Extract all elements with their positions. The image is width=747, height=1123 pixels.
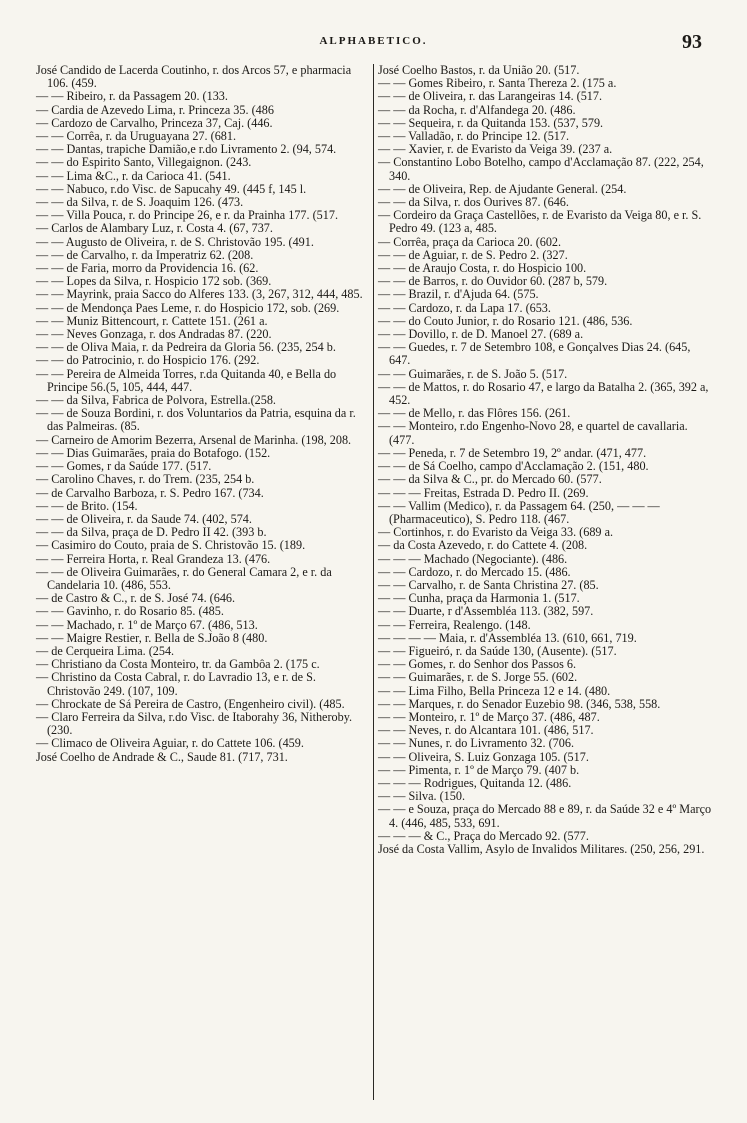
directory-entry: — — Gomes, r. do Senhor dos Passos 6. <box>378 657 577 672</box>
directory-entry: — Constantino Lobo Botelho, campo d'Acclamação 87. (222, 254, 340. <box>378 155 707 183</box>
directory-entry: — — Gomes, r da Saúde 177. (517. <box>36 459 212 474</box>
directory-entry: — — Lima &C., r. da Carioca 41. (541. <box>36 168 231 183</box>
directory-entry: — — de Mello, r. das Flôres 156. (261. <box>378 406 571 421</box>
directory-entry: — — Oliveira, S. Luiz Gonzaga 105. (517. <box>378 749 589 764</box>
directory-entry: — — Machado, r. 1º de Março 67. (486, 513. <box>36 617 258 632</box>
directory-entry: — — Silva. (150. <box>378 789 466 804</box>
running-title: ALPHABETICO. <box>319 35 428 47</box>
right-column <box>378 63 715 1104</box>
directory-entry: — — Nabuco, r.do Visc. de Sapucahy 49. (445 f, 145 l. <box>36 181 307 196</box>
directory-entry: — — Villa Pouca, r. do Principe 26, e r. da Prainha 177. (517. <box>36 208 338 223</box>
directory-entry: — — Monteiro, r. 1º de Março 37. (486, 487. <box>378 709 600 724</box>
directory-entry: — — Maigre Restier, r. Bella de S.João 8 (480. <box>36 630 268 645</box>
directory-entry: — — da Silva & C., pr. do Mercado 60. (577. <box>378 472 602 487</box>
directory-entry: — Carneiro de Amorim Bezerra, Arsenal de Marinha. (198, 208. <box>36 432 352 447</box>
directory-entry: — — Gavinho, r. do Rosario 85. (485. <box>36 604 224 619</box>
directory-entry: — — de Aguiar, r. de S. Pedro 2. (327. <box>378 247 568 262</box>
directory-entry: — — Nunes, r. do Livramento 32. (706. <box>378 736 574 751</box>
directory-entry: — — Duarte, r d'Assembléa 113. (382, 597. <box>378 604 594 619</box>
directory-entry: — — de Oliveira, Rep. de Ajudante General. (254. <box>378 181 627 196</box>
directory-entry: — Carolino Chaves, r. do Trem. (235, 254 b. <box>36 472 255 487</box>
directory-entry: — — do Patrocinio, r. do Hospicio 176. (292. <box>36 353 260 368</box>
directory-entry: — — Muniz Bittencourt, r. Cattete 151. (261 a. <box>36 313 268 328</box>
directory-entry: — — de Brito. (154. <box>36 498 138 513</box>
directory-entry: — — do Espirito Santo, Villegaignon. (243. <box>36 155 252 170</box>
directory-entry: — — Peneda, r. 7 de Setembro 19, 2º andar. (471, 477. <box>378 445 647 460</box>
directory-entry: — Carlos de Alambary Luz, r. Costa 4. (67, 737. <box>36 221 273 236</box>
directory-entry: — — de Oliveira, r. da Saude 74. (402, 574. <box>36 511 252 526</box>
directory-entry: — — Carvalho, r. de Santa Christina 27. (85. <box>378 577 599 592</box>
directory-entry: — — Lima Filho, Bella Princeza 12 e 14. (480. <box>378 683 611 698</box>
directory-entry: — Casimiro do Couto, praia de S. Christovão 15. (189. <box>36 538 306 553</box>
directory-entry: — — da Silva, r. dos Ourives 87. (646. <box>378 195 569 210</box>
directory-entry: — de Cerqueira Lima. (254. <box>36 643 175 658</box>
directory-entry: — de Carvalho Barboza, r. S. Pedro 167. (734. <box>36 485 264 500</box>
directory-entry: — — Gomes Ribeiro, r. Santa Thereza 2. (175 a. <box>378 76 617 91</box>
directory-entry: — — de Carvalho, r. da Imperatriz 62. (208. <box>36 247 254 262</box>
directory-entry: — — — — Maia, r. d'Assembléa 13. (610, 661, 719. <box>378 630 637 645</box>
directory-entry: — — Neves Gonzaga, r. dos Andradas 87. (220. <box>36 327 272 342</box>
directory-entry: — — Lopes da Silva, r. Hospicio 172 sob. (369. <box>36 274 272 289</box>
directory-entry: — — de Souza Bordini, r. dos Voluntarios da Patria, esquina da r. das Palmeiras. (85. <box>36 406 359 434</box>
directory-entry: — — — & C., Praça do Mercado 92. (577. <box>378 828 589 843</box>
directory-entry: — — Cardozo, r. do Mercado 15. (486. <box>378 564 571 579</box>
directory-entry: — — de Mendonça Paes Leme, r. do Hospicio 172, sob. (269. <box>36 300 340 315</box>
directory-entry: — — Ferreira Horta, r. Real Grandeza 13. (476. <box>36 551 271 566</box>
directory-entry: — Chrockate de Sá Pereira de Castro, (Engenheiro civil). (485. <box>36 696 345 711</box>
directory-entry: — — Marques, r. do Senador Euzebio 98. (346, 538, 558. <box>378 696 661 711</box>
directory-entry: — — Guedes, r. 7 de Setembro 108, e Gonçalves Dias 24. (645, 647. <box>378 340 694 368</box>
directory-entry: — — Ferreira, Realengo. (148. <box>378 617 531 632</box>
directory-entry: — — Brazil, r. d'Ajuda 64. (575. <box>378 287 539 302</box>
directory-entry: — — Pereira de Almeida Torres, r.da Quitanda 40, e Bella do Principe 56.(5, 105, 444, 447. <box>36 366 340 394</box>
page-number: 93 <box>682 31 702 53</box>
directory-entry: José Coelho Bastos, r. da União 20. (517. <box>378 63 580 77</box>
directory-entry: — — Augusto de Oliveira, r. de S. Christovão 195. (491. <box>36 234 314 249</box>
directory-entry: — — Neves, r. do Alcantara 101. (486, 517. <box>378 723 594 738</box>
directory-entry: — — Xavier, r. de Evaristo da Veiga 39. (237 a. <box>378 142 613 157</box>
directory-entry: — — Sequeira, r. da Quitanda 153. (537, 579. <box>378 115 604 130</box>
directory-entry: — — de Oliveira, r. das Larangeiras 14. (517. <box>378 89 603 104</box>
directory-entry: — — Guimarães, r. de S. João 5. (517. <box>378 366 568 381</box>
directory-entry: — Christino da Costa Cabral, r. do Lavradio 13, e r. de S. Christovão 249. (107, 109. <box>36 670 319 698</box>
directory-entry: — — de Barros, r. do Ouvidor 60. (287 b, 579. <box>378 274 608 289</box>
directory-entry: José Coelho de Andrade & C., Saude 81. (717, 731. <box>36 749 288 764</box>
directory-entry: — — do Couto Junior, r. do Rosario 121. (486, 536. <box>378 313 633 328</box>
column-divider <box>373 64 374 1100</box>
directory-entry: — — e Souza, praça do Mercado 88 e 89, r. da Saúde 32 e 4º Março 4. (446, 485, 533, 691. <box>378 802 715 830</box>
left-column <box>36 64 371 1104</box>
directory-entry: — — de Oliveira Guimarães, r. do General Camara 2, e r. da Candelaria 10. (486, 553. <box>36 564 335 592</box>
directory-entry: — — da Rocha, r. d'Alfandega 20. (486. <box>378 102 576 117</box>
directory-entry: — Cardozo de Carvalho, Princeza 37, Caj. (446. <box>36 115 273 130</box>
directory-entry: — — — Freitas, Estrada D. Pedro II. (269. <box>378 485 589 500</box>
directory-entry: — — de Mattos, r. do Rosario 47, e largo da Batalha 2. (365, 392 a, 452. <box>378 379 712 408</box>
directory-entry: — — Mayrink, praia Sacco do Alferes 133. (3, 267, 312, 444, 485. <box>36 287 363 302</box>
directory-entry: — — Ribeiro, r. da Passagem 20. (133. <box>36 89 228 104</box>
directory-entry: — — de Araujo Costa, r. do Hospicio 100. <box>378 261 587 276</box>
directory-entry: — da Costa Azevedo, r. do Cattete 4. (208. <box>378 538 588 553</box>
directory-entry: — Cardia de Azevedo Lima, r. Princeza 35. (486 <box>36 102 274 117</box>
directory-entry: — de Castro & C., r. de S. José 74. (646. <box>36 591 236 606</box>
directory-entry: José Candido de Lacerda Coutinho, r. dos Arcos 57, e pharmacia 106. (459. <box>36 63 355 91</box>
directory-entry: — — Cardozo, r. da Lapa 17. (653. <box>378 300 551 315</box>
directory-entry: — Christiano da Costa Monteiro, tr. da Gambôa 2. (175 c. <box>36 657 320 672</box>
directory-entry: — — Dovillo, r. de D. Manoel 27. (689 a. <box>378 327 584 342</box>
page-header <box>0 31 747 57</box>
directory-entry: — — Monteiro, r.do Engenho-Novo 28, e quartel de cavallaria. (477. <box>378 419 691 447</box>
directory-entry: — — — Machado (Negociante). (486. <box>378 551 568 566</box>
directory-entry: — — Valladão, r. do Principe 12. (517. <box>378 129 570 144</box>
directory-entry: — Corrêa, praça da Carioca 20. (602. <box>378 234 562 249</box>
directory-entry: — — da Silva, Fabrica de Polvora, Estrella.(258. <box>36 393 276 408</box>
directory-entry: — — de Oliva Maia, r. da Pedreira da Gloria 56. (235, 254 b. <box>36 340 336 355</box>
directory-entry: — Cordeiro da Graça Castellões, r. de Evaristo da Veiga 80, e r. S. Pedro 49. (123 a, 485. <box>378 208 705 236</box>
directory-entry: — — Vallim (Medico), r. da Passagem 64. (250, — — — (Pharmaceutico), S. Pedro 118. (467. <box>378 498 663 526</box>
directory-entry: — Cortinhos, r. do Evaristo da Veiga 33. (689 a. <box>378 525 614 540</box>
directory-entry: — — Guimarães, r. de S. Jorge 55. (602. <box>378 670 578 685</box>
directory-entry: — — Figueiró, r. da Saúde 130, (Ausente). (517. <box>378 643 617 658</box>
directory-entry: — Claro Ferreira da Silva, r.do Visc. de Itaborahy 36, Nitheroby. (230. <box>36 709 356 738</box>
directory-entry: — — Cunha, praça da Harmonia 1. (517. <box>378 591 580 606</box>
directory-entry: — — — Rodrigues, Quitanda 12. (486. <box>378 775 572 790</box>
directory-entry: — — de Faria, morro da Providencia 16. (62. <box>36 261 259 276</box>
directory-entry: — — da Silva, praça de D. Pedro II 42. (393 b. <box>36 525 267 540</box>
directory-entry: — — Pimenta, r. 1º de Março 79. (407 b. <box>378 762 580 777</box>
directory-entry: — — de Sá Coelho, campo d'Acclamação 2. (151, 480. <box>378 459 649 474</box>
directory-entry: — — Corrêa, r. da Uruguayana 27. (681. <box>36 129 237 144</box>
directory-entry: — Climaco de Oliveira Aguiar, r. do Cattete 106. (459. <box>36 736 304 751</box>
directory-entry: — — Dantas, trapiche Damião,e r.do Livramento 2. (94, 574. <box>36 142 337 157</box>
directory-entry: José da Costa Vallim, Asylo de Invalidos Militares. (250, 256, 291. <box>378 841 705 856</box>
directory-entry: — — da Silva, r. de S. Joaquim 126. (473. <box>36 195 244 210</box>
directory-entry: — — Dias Guimarães, praia do Botafogo. (152. <box>36 445 271 460</box>
